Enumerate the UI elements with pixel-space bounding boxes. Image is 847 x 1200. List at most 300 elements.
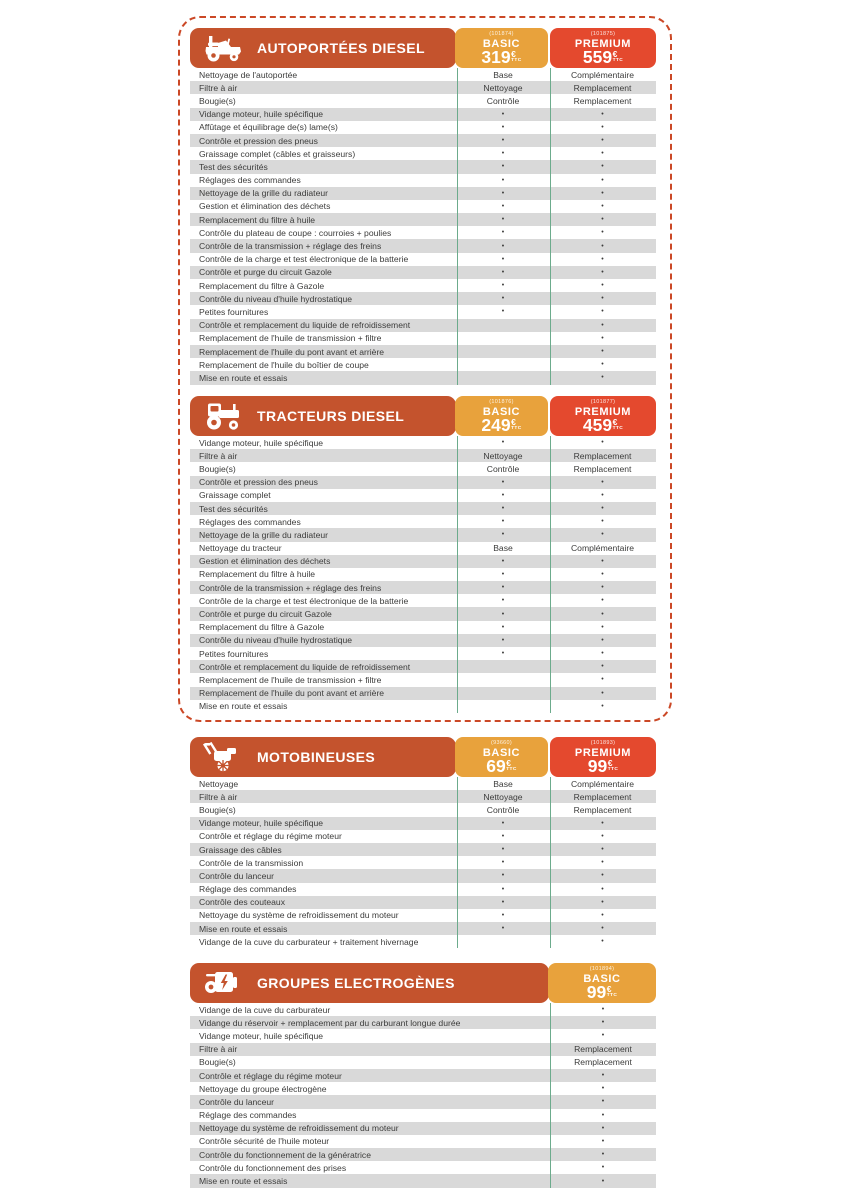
row-label: Bougie(s)	[199, 95, 236, 106]
row-value: •	[601, 676, 604, 684]
row-label: Filtre à air	[199, 791, 238, 802]
row-label: Remplacement du filtre à Gazole	[199, 622, 325, 633]
table-row	[190, 200, 656, 213]
table-row	[190, 279, 656, 292]
row-value: •	[601, 938, 604, 946]
row-value: Nettoyage	[483, 82, 523, 93]
tier-code: (101875)	[590, 30, 616, 37]
row-value: •	[601, 872, 604, 880]
tier-column-basic	[455, 737, 548, 777]
row-label: Remplacement de l'huile du pont avant et arrière	[199, 688, 385, 699]
row-label: Bougie(s)	[199, 463, 236, 474]
table-row	[190, 489, 656, 502]
row-value: •	[601, 925, 604, 933]
table-row	[190, 777, 656, 790]
row-value: •	[501, 925, 505, 933]
row-value: •	[501, 872, 505, 880]
row-value: Contrôle	[486, 804, 520, 815]
row-label: Graissage complet	[199, 490, 271, 501]
row-label: Affûtage et équilibrage de(s) lame(s)	[199, 122, 338, 133]
row-value: •	[601, 439, 604, 447]
column-divider-line	[550, 68, 551, 385]
row-label: Contrôle et pression des pneus	[199, 135, 318, 146]
row-label: Vidange moteur, huile spécifique	[199, 109, 324, 120]
table-row	[190, 68, 656, 81]
row-value: •	[601, 597, 604, 605]
table-row	[190, 843, 656, 856]
table-row	[190, 213, 656, 226]
row-value: •	[601, 1098, 605, 1106]
table-row	[190, 673, 656, 686]
row-label: Contrôle de la transmission + réglage des freins	[199, 582, 382, 593]
table-row	[190, 226, 656, 239]
row-value: •	[601, 282, 604, 290]
table-row	[190, 436, 656, 449]
table-row	[190, 174, 656, 187]
row-label: Réglage des commandes	[199, 884, 297, 895]
table-row	[190, 266, 656, 279]
tier-column-basic	[455, 396, 548, 436]
row-label: Contrôle du niveau d'huile hydrostatique	[199, 293, 353, 304]
row-value: •	[501, 819, 505, 827]
row-value: •	[601, 859, 604, 867]
table-row	[190, 1016, 656, 1029]
row-value: •	[601, 216, 604, 224]
tier-column-basic	[455, 28, 548, 68]
row-value: Base	[493, 778, 513, 789]
price-amount: 459	[582, 414, 613, 435]
table-row	[190, 292, 656, 305]
row-value: Contrôle	[486, 463, 520, 474]
row-value: •	[501, 610, 505, 618]
row-label: Contrôle et réglage du régime moteur	[199, 831, 342, 842]
row-label: Filtre à air	[199, 82, 238, 93]
row-label: Petites fournitures	[199, 306, 269, 317]
row-value: •	[501, 137, 505, 145]
section-rows	[190, 68, 656, 385]
row-value: •	[601, 846, 604, 854]
tier-name: PREMIUM	[574, 405, 632, 418]
row-value: •	[501, 859, 505, 867]
row-value: •	[501, 505, 505, 513]
section-rows	[190, 436, 656, 713]
row-value: Nettoyage	[483, 450, 523, 461]
section-title: MOTOBINEUSES	[257, 749, 376, 765]
table-row	[190, 660, 656, 673]
row-value: •	[601, 819, 604, 827]
table-row	[190, 160, 656, 173]
row-label: Contrôle de la transmission + réglage des freins	[199, 241, 382, 252]
row-label: Remplacement de l'huile du pont avant et arrière	[199, 346, 385, 357]
row-value: •	[601, 570, 604, 578]
column-divider-line	[457, 436, 458, 713]
column-divider-line	[550, 777, 551, 948]
table-row	[190, 594, 656, 607]
section-header	[190, 963, 656, 1003]
row-value: •	[501, 531, 505, 539]
tier-name: BASIC	[583, 972, 621, 985]
table-row	[190, 856, 656, 869]
euro-sign: €	[511, 416, 516, 427]
row-value: •	[501, 636, 505, 644]
tier-name: PREMIUM	[574, 746, 632, 759]
table-row	[190, 187, 656, 200]
table-row	[190, 476, 656, 489]
row-value: •	[601, 308, 604, 316]
row-label: Nettoyage de la grille du radiateur	[199, 529, 328, 540]
table-row	[190, 121, 656, 134]
row-label: Contrôle et remplacement du liquide de refroidissement	[199, 661, 411, 672]
ttc-label: TTC	[612, 425, 624, 431]
row-value: •	[601, 478, 604, 486]
row-value: •	[501, 439, 505, 447]
row-label: Réglage des commandes	[199, 1110, 297, 1121]
section-groupes-electrogenes	[190, 963, 656, 1188]
table-row	[190, 502, 656, 515]
section-rows	[190, 777, 656, 948]
row-value: •	[601, 832, 604, 840]
euro-sign: €	[506, 757, 511, 768]
table-row	[190, 1069, 656, 1082]
table-row	[190, 883, 656, 896]
row-value: •	[601, 189, 604, 197]
section-header	[190, 396, 656, 436]
row-value: •	[601, 361, 604, 369]
row-label: Remplacement de l'huile de transmission + filtre	[199, 333, 382, 344]
row-label: Remplacement de l'huile du boîtier de coupe	[199, 359, 369, 370]
section-title-band	[190, 963, 549, 1003]
row-value: Remplacement	[574, 1044, 632, 1055]
row-label: Vidange moteur, huile spécifique	[199, 437, 324, 448]
row-label: Contrôle du plateau de coupe : courroies + poulies	[199, 227, 392, 238]
row-label: Petites fournitures	[199, 648, 269, 659]
row-value: •	[501, 163, 505, 171]
row-value: Remplacement	[573, 463, 632, 474]
row-value: •	[501, 242, 505, 250]
row-value: Remplacement	[573, 82, 632, 93]
section-icon-wrap	[203, 967, 245, 999]
column-divider-line	[457, 68, 458, 385]
row-value: •	[601, 557, 604, 565]
row-label: Vidange moteur, huile spécifique	[199, 818, 324, 829]
euro-sign: €	[511, 48, 516, 59]
table-row	[190, 1161, 656, 1174]
table-row	[190, 371, 656, 384]
table-row	[190, 147, 656, 160]
table-row	[190, 634, 656, 647]
tier-code: (101893)	[590, 739, 616, 746]
row-value: •	[601, 1032, 605, 1040]
row-value: •	[601, 1124, 605, 1132]
section-title: TRACTEURS DIESEL	[257, 408, 405, 424]
row-value: •	[601, 531, 604, 539]
row-value: Remplacement	[573, 791, 632, 802]
row-value: •	[601, 702, 604, 710]
tier-code: (101876)	[489, 398, 514, 405]
table-row	[190, 1082, 656, 1095]
row-value: •	[601, 348, 604, 356]
row-label: Contrôle et pression des pneus	[199, 477, 318, 488]
row-label: Bougie(s)	[199, 804, 236, 815]
row-value: •	[501, 255, 505, 263]
row-value: •	[601, 295, 604, 303]
row-label: Contrôle du lanceur	[199, 1096, 275, 1107]
row-label: Vidange du réservoir + remplacement par du carburant longue durée	[199, 1017, 461, 1028]
table-row	[190, 1029, 656, 1042]
section-title: GROUPES ELECTROGÈNES	[257, 975, 455, 991]
row-value: Complémentaire	[570, 69, 635, 80]
row-value: •	[501, 123, 505, 131]
table-row	[190, 621, 656, 634]
row-label: Contrôle de la charge et test électronique de la batterie	[199, 595, 409, 606]
currency-stack	[506, 758, 517, 773]
row-label: Remplacement de l'huile de transmission + filtre	[199, 674, 382, 685]
row-value: •	[601, 650, 604, 658]
row-label: Contrôle et purge du circuit Gazole	[199, 267, 332, 278]
currency-stack	[608, 758, 619, 773]
table-row	[190, 134, 656, 147]
section-title-band	[190, 28, 456, 68]
currency-stack	[613, 49, 624, 64]
row-value: •	[601, 163, 604, 171]
section-motobineuses	[190, 737, 656, 948]
row-value: •	[501, 597, 505, 605]
table-row	[190, 1122, 656, 1135]
row-value: •	[501, 911, 505, 919]
row-value: •	[601, 374, 604, 382]
row-value: •	[601, 885, 604, 893]
ttc-label: TTC	[506, 766, 517, 772]
row-label: Vidange de la cuve du carburateur	[199, 1004, 331, 1015]
row-value: •	[601, 123, 604, 131]
table-row	[190, 515, 656, 528]
row-value: •	[601, 1072, 605, 1080]
tier-name: BASIC	[482, 37, 521, 50]
table-row	[190, 1135, 656, 1148]
tier-price	[586, 981, 618, 1002]
tier-price	[481, 46, 522, 67]
row-value: •	[601, 505, 604, 513]
row-value: •	[601, 898, 604, 906]
row-label: Remplacement du filtre à Gazole	[199, 280, 325, 291]
row-label: Gestion et élimination des déchets	[199, 201, 331, 212]
row-label: Réglages des commandes	[199, 516, 301, 527]
table-row	[190, 81, 656, 94]
price-amount: 559	[582, 46, 613, 67]
table-row	[190, 869, 656, 882]
table-row	[190, 345, 656, 358]
table-row	[190, 94, 656, 107]
row-value: Remplacement	[574, 1057, 632, 1068]
section-rows	[190, 1003, 656, 1188]
row-value: •	[601, 1137, 605, 1145]
tier-price	[481, 414, 522, 435]
row-label: Contrôle du fonctionnement des prises	[199, 1162, 347, 1173]
row-label: Bougie(s)	[199, 1057, 236, 1068]
row-label: Test des sécurités	[199, 503, 268, 514]
price-amount: 99	[586, 981, 607, 1002]
table-row	[190, 581, 656, 594]
euro-sign: €	[606, 983, 612, 994]
row-label: Contrôle du fonctionnement de la génératrice	[199, 1149, 371, 1160]
section-header	[190, 28, 656, 68]
table-row	[190, 935, 656, 948]
row-value: •	[601, 663, 604, 671]
generator-icon	[203, 968, 243, 998]
tier-price	[582, 46, 624, 67]
table-row	[190, 790, 656, 803]
table-row	[190, 253, 656, 266]
row-label: Nettoyage du groupe électrogène	[199, 1083, 327, 1094]
table-row	[190, 319, 656, 332]
row-value: Nettoyage	[483, 791, 523, 802]
table-row	[190, 1148, 656, 1161]
row-value: •	[501, 478, 505, 486]
row-value: Base	[493, 69, 513, 80]
row-value: •	[501, 650, 505, 658]
row-value: •	[501, 623, 505, 631]
row-label: Mise en route et essais	[199, 1176, 288, 1187]
row-label: Mise en route et essais	[199, 372, 288, 383]
row-value: •	[501, 832, 505, 840]
row-value: •	[601, 334, 604, 342]
tier-code: (101894)	[589, 965, 615, 972]
row-value: •	[501, 518, 505, 526]
currency-stack	[607, 984, 618, 999]
table-row	[190, 1056, 656, 1069]
row-label: Contrôle du niveau d'huile hydrostatique	[199, 635, 353, 646]
table-row	[190, 687, 656, 700]
row-value: •	[601, 911, 604, 919]
row-value: •	[601, 610, 604, 618]
section-title: AUTOPORTÉES DIESEL	[257, 40, 425, 56]
row-label: Mise en route et essais	[199, 701, 288, 712]
tractor-icon	[203, 401, 243, 431]
price-amount: 319	[481, 46, 511, 67]
price-amount: 69	[486, 755, 506, 776]
ttc-label: TTC	[606, 992, 618, 998]
row-label: Mise en route et essais	[199, 923, 288, 934]
row-value: •	[501, 202, 505, 210]
tier-name: BASIC	[482, 405, 521, 418]
row-value: •	[601, 491, 604, 499]
row-value: •	[601, 202, 604, 210]
table-row	[190, 449, 656, 462]
row-value: Contrôle	[486, 95, 520, 106]
tier-code: (101877)	[590, 398, 616, 405]
table-row	[190, 803, 656, 816]
row-value: •	[501, 584, 505, 592]
row-label: Nettoyage du système de refroidissement du moteur	[199, 1123, 399, 1134]
row-label: Contrôle et réglage du régime moteur	[199, 1070, 342, 1081]
row-value: •	[501, 557, 505, 565]
section-icon-wrap	[203, 32, 245, 64]
table-row	[190, 332, 656, 345]
row-value: Base	[493, 543, 513, 554]
ttc-label: TTC	[607, 766, 619, 772]
row-value: •	[501, 189, 505, 197]
tier-name: PREMIUM	[574, 37, 632, 50]
row-value: •	[601, 1019, 605, 1027]
row-value: •	[501, 491, 505, 499]
table-row	[190, 817, 656, 830]
table-row	[190, 607, 656, 620]
section-autoportees-diesel	[190, 28, 656, 385]
row-value: •	[601, 321, 604, 329]
table-row	[190, 462, 656, 475]
currency-stack	[613, 417, 624, 432]
row-value: Remplacement	[573, 804, 632, 815]
ride-on-mower-icon	[203, 33, 243, 63]
table-row	[190, 1003, 656, 1016]
row-label: Filtre à air	[199, 450, 238, 461]
row-value: •	[601, 176, 604, 184]
table-row	[190, 1109, 656, 1122]
row-label: Filtre à air	[199, 1044, 238, 1055]
row-value: •	[501, 176, 505, 184]
tiller-icon	[203, 742, 243, 772]
tier-code: (101874)	[489, 30, 514, 37]
table-row	[190, 239, 656, 252]
table-row	[190, 1095, 656, 1108]
row-label: Réglages des commandes	[199, 175, 301, 186]
table-row	[190, 555, 656, 568]
price-amount: 249	[481, 414, 511, 435]
row-value: •	[601, 636, 604, 644]
row-value: Remplacement	[573, 450, 632, 461]
row-label: Gestion et élimination des déchets	[199, 556, 331, 567]
row-value: •	[501, 295, 505, 303]
table-row	[190, 528, 656, 541]
row-label: Test des sécurités	[199, 161, 268, 172]
column-divider-line	[550, 1003, 551, 1188]
row-value: •	[501, 846, 505, 854]
tier-column-premium	[550, 737, 656, 777]
row-value: •	[601, 268, 604, 276]
row-value: •	[601, 110, 604, 118]
row-label: Nettoyage du tracteur	[199, 543, 282, 554]
row-value: Remplacement	[573, 95, 632, 106]
row-label: Graissage des câbles	[199, 844, 282, 855]
row-value: •	[601, 1006, 605, 1014]
tier-price	[587, 755, 619, 776]
table-row	[190, 568, 656, 581]
row-label: Contrôle et remplacement du liquide de refroidissement	[199, 320, 411, 331]
tier-name: BASIC	[482, 746, 521, 759]
tier-column-premium	[550, 396, 656, 436]
table-row	[190, 700, 656, 713]
row-label: Graissage complet (câbles et graisseurs)	[199, 148, 356, 159]
ttc-label: TTC	[612, 57, 624, 63]
row-label: Remplacement du filtre à huile	[199, 214, 316, 225]
table-row	[190, 830, 656, 843]
price-amount: 99	[587, 755, 608, 776]
row-label: Contrôle et purge du circuit Gazole	[199, 609, 332, 620]
table-row	[190, 1043, 656, 1056]
euro-sign: €	[612, 48, 618, 59]
section-icon-wrap	[203, 741, 245, 773]
table-row	[190, 542, 656, 555]
tier-price	[582, 414, 624, 435]
row-value: •	[601, 137, 604, 145]
row-label: Contrôle de la charge et test électronique de la batterie	[199, 254, 409, 265]
row-label: Nettoyage de la grille du radiateur	[199, 188, 328, 199]
row-value: •	[501, 229, 505, 237]
row-value: •	[501, 898, 505, 906]
section-title-band	[190, 737, 456, 777]
table-row	[190, 305, 656, 318]
section-header	[190, 737, 656, 777]
